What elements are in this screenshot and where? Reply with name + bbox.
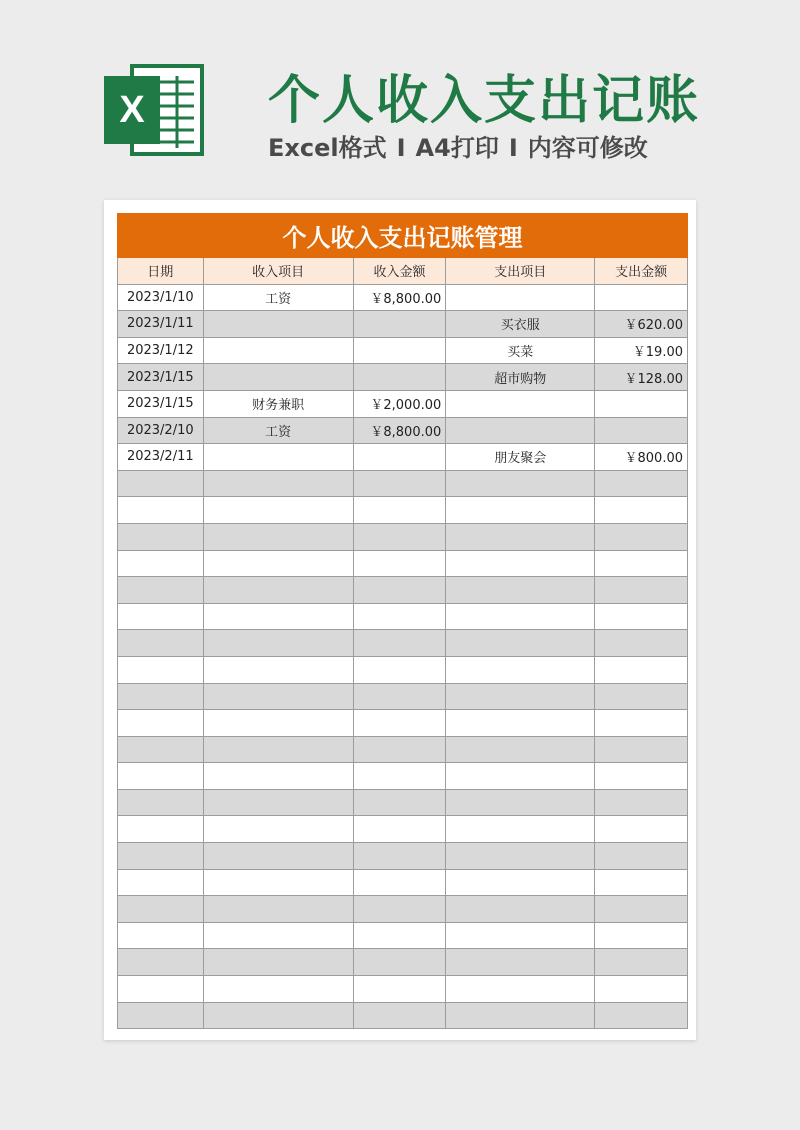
date-cell[interactable] xyxy=(118,683,204,710)
subtitle-format: Excel格式 xyxy=(268,134,387,162)
expense-item-cell[interactable] xyxy=(446,577,595,604)
expense-item-cell[interactable] xyxy=(446,922,595,949)
table-row xyxy=(118,896,688,923)
income-amount-cell[interactable] xyxy=(353,896,446,923)
table-row xyxy=(118,736,688,763)
expense-amount-cell[interactable] xyxy=(595,736,688,763)
date-cell[interactable]: 2023/2/10 xyxy=(118,417,204,444)
date-cell[interactable] xyxy=(118,1002,204,1029)
table-row xyxy=(118,656,688,683)
expense-amount-cell[interactable] xyxy=(595,789,688,816)
expense-item-cell[interactable] xyxy=(446,683,595,710)
income-amount-cell[interactable] xyxy=(353,763,446,790)
page-header xyxy=(0,0,800,190)
income-item-cell[interactable] xyxy=(203,603,353,630)
income-item-cell[interactable] xyxy=(203,470,353,497)
expense-item-cell[interactable] xyxy=(446,1002,595,1029)
income-amount-cell[interactable] xyxy=(353,523,446,550)
income-amount-cell[interactable] xyxy=(353,843,446,870)
expense-amount-cell[interactable] xyxy=(595,710,688,737)
expense-amount-cell[interactable] xyxy=(595,763,688,790)
date-cell[interactable] xyxy=(118,789,204,816)
table-row xyxy=(118,630,688,657)
subtitle-separator: I xyxy=(396,134,406,162)
page-title: 个人收入支出记账 xyxy=(268,71,701,131)
expense-item-cell[interactable] xyxy=(446,603,595,630)
page-subtitle xyxy=(268,128,648,163)
expense-amount-cell[interactable] xyxy=(595,869,688,896)
date-cell[interactable]: 2023/2/11 xyxy=(118,444,204,471)
expense-item-cell[interactable] xyxy=(446,789,595,816)
expense-item-cell[interactable] xyxy=(446,390,595,417)
income-amount-cell[interactable] xyxy=(353,683,446,710)
table-row xyxy=(118,710,688,737)
table-row xyxy=(118,763,688,790)
income-amount-cell[interactable] xyxy=(353,311,446,338)
expense-amount-cell[interactable] xyxy=(595,390,688,417)
date-cell[interactable] xyxy=(118,497,204,524)
income-item-cell[interactable] xyxy=(203,523,353,550)
income-item-cell[interactable]: 工资 xyxy=(203,417,353,444)
expense-amount-cell[interactable] xyxy=(595,976,688,1003)
income-amount-cell[interactable] xyxy=(353,710,446,737)
income-item-cell[interactable] xyxy=(203,763,353,790)
expense-item-cell[interactable] xyxy=(446,523,595,550)
date-cell[interactable] xyxy=(118,523,204,550)
expense-amount-cell[interactable]: ￥800.00 xyxy=(595,444,688,471)
column-header-income-item[interactable]: 收入项目 xyxy=(203,258,353,285)
table-row xyxy=(118,470,688,497)
date-cell[interactable] xyxy=(118,763,204,790)
table-row xyxy=(118,550,688,577)
income-amount-cell[interactable] xyxy=(353,736,446,763)
expense-amount-cell[interactable] xyxy=(595,922,688,949)
date-cell[interactable] xyxy=(118,736,204,763)
income-item-cell[interactable] xyxy=(203,364,353,391)
expense-amount-cell[interactable] xyxy=(595,523,688,550)
table-row xyxy=(118,337,688,364)
expense-item-cell[interactable] xyxy=(446,417,595,444)
income-amount-cell[interactable] xyxy=(353,470,446,497)
income-item-cell[interactable] xyxy=(203,710,353,737)
table-row xyxy=(118,1002,688,1029)
table-row xyxy=(118,789,688,816)
date-cell[interactable] xyxy=(118,710,204,737)
income-item-cell[interactable] xyxy=(203,976,353,1003)
expense-amount-cell[interactable] xyxy=(595,470,688,497)
date-cell[interactable] xyxy=(118,896,204,923)
expense-amount-cell[interactable]: ￥19.00 xyxy=(595,337,688,364)
expense-amount-cell[interactable] xyxy=(595,683,688,710)
income-item-cell[interactable] xyxy=(203,337,353,364)
ledger-table xyxy=(117,213,688,1029)
expense-amount-cell[interactable] xyxy=(595,577,688,604)
income-item-cell[interactable] xyxy=(203,843,353,870)
income-item-cell[interactable] xyxy=(203,630,353,657)
income-amount-cell[interactable] xyxy=(353,816,446,843)
excel-logo-letter: X xyxy=(119,89,145,131)
income-amount-cell[interactable] xyxy=(353,869,446,896)
income-item-cell[interactable] xyxy=(203,736,353,763)
table-row xyxy=(118,523,688,550)
table-row xyxy=(118,843,688,870)
excel-icon xyxy=(102,60,206,160)
date-cell[interactable] xyxy=(118,949,204,976)
date-cell[interactable] xyxy=(118,843,204,870)
expense-item-cell[interactable] xyxy=(446,630,595,657)
date-cell[interactable] xyxy=(118,603,204,630)
expense-item-cell[interactable]: 买菜 xyxy=(446,337,595,364)
date-cell[interactable]: 2023/1/15 xyxy=(118,390,204,417)
table-row xyxy=(118,603,688,630)
income-item-cell[interactable] xyxy=(203,683,353,710)
subtitle-separator: I xyxy=(508,134,518,162)
expense-amount-cell[interactable] xyxy=(595,550,688,577)
income-amount-cell[interactable] xyxy=(353,976,446,1003)
income-amount-cell[interactable] xyxy=(353,789,446,816)
income-amount-cell[interactable] xyxy=(353,444,446,471)
date-cell[interactable] xyxy=(118,550,204,577)
income-amount-cell[interactable]: ￥2,000.00 xyxy=(353,390,446,417)
table-row xyxy=(118,976,688,1003)
date-cell[interactable] xyxy=(118,869,204,896)
expense-item-cell[interactable] xyxy=(446,656,595,683)
date-cell[interactable] xyxy=(118,922,204,949)
expense-amount-cell[interactable] xyxy=(595,497,688,524)
date-cell[interactable] xyxy=(118,577,204,604)
income-item-cell[interactable]: 工资 xyxy=(203,284,353,311)
table-row xyxy=(118,922,688,949)
expense-item-cell[interactable] xyxy=(446,816,595,843)
table-row xyxy=(118,390,688,417)
income-item-cell[interactable] xyxy=(203,922,353,949)
expense-amount-cell[interactable] xyxy=(595,843,688,870)
table-row xyxy=(118,949,688,976)
expense-item-cell[interactable] xyxy=(446,976,595,1003)
expense-amount-cell[interactable] xyxy=(595,816,688,843)
expense-item-cell[interactable] xyxy=(446,843,595,870)
table-row xyxy=(118,577,688,604)
income-amount-cell[interactable] xyxy=(353,656,446,683)
income-item-cell[interactable]: 财务兼职 xyxy=(203,390,353,417)
income-amount-cell[interactable] xyxy=(353,949,446,976)
expense-item-cell[interactable] xyxy=(446,550,595,577)
expense-item-cell[interactable] xyxy=(446,869,595,896)
table-row xyxy=(118,417,688,444)
column-header-expense-amount[interactable]: 支出金额 xyxy=(595,258,688,285)
income-amount-cell[interactable] xyxy=(353,603,446,630)
column-header-income-amount[interactable]: 收入金额 xyxy=(353,258,446,285)
income-amount-cell[interactable] xyxy=(353,550,446,577)
date-cell[interactable] xyxy=(118,630,204,657)
table-row xyxy=(118,683,688,710)
table-title[interactable]: 个人收入支出记账管理 xyxy=(118,214,688,258)
spreadsheet-sheet xyxy=(104,200,696,1040)
expense-amount-cell[interactable] xyxy=(595,1002,688,1029)
column-header-date[interactable]: 日期 xyxy=(118,258,204,285)
expense-amount-cell[interactable] xyxy=(595,896,688,923)
income-item-cell[interactable] xyxy=(203,949,353,976)
date-cell[interactable] xyxy=(118,470,204,497)
income-amount-cell[interactable] xyxy=(353,1002,446,1029)
date-cell[interactable] xyxy=(118,656,204,683)
income-item-cell[interactable] xyxy=(203,816,353,843)
expense-amount-cell[interactable] xyxy=(595,603,688,630)
income-amount-cell[interactable] xyxy=(353,497,446,524)
table-header-row xyxy=(118,258,688,285)
table-row xyxy=(118,497,688,524)
date-cell[interactable]: 2023/1/10 xyxy=(118,284,204,311)
income-item-cell[interactable] xyxy=(203,497,353,524)
table-body xyxy=(118,284,688,1029)
expense-amount-cell[interactable] xyxy=(595,284,688,311)
income-item-cell[interactable] xyxy=(203,896,353,923)
expense-item-cell[interactable]: 买衣服 xyxy=(446,311,595,338)
income-amount-cell[interactable] xyxy=(353,922,446,949)
expense-item-cell[interactable]: 朋友聚会 xyxy=(446,444,595,471)
income-item-cell[interactable] xyxy=(203,577,353,604)
date-cell[interactable]: 2023/1/12 xyxy=(118,337,204,364)
income-item-cell[interactable] xyxy=(203,550,353,577)
income-amount-cell[interactable] xyxy=(353,337,446,364)
income-item-cell[interactable] xyxy=(203,869,353,896)
table-row xyxy=(118,311,688,338)
expense-item-cell[interactable] xyxy=(446,736,595,763)
date-cell[interactable] xyxy=(118,816,204,843)
table-row xyxy=(118,444,688,471)
column-header-expense-item[interactable]: 支出项目 xyxy=(446,258,595,285)
income-amount-cell[interactable] xyxy=(353,364,446,391)
income-item-cell[interactable] xyxy=(203,656,353,683)
expense-item-cell[interactable] xyxy=(446,763,595,790)
income-item-cell[interactable] xyxy=(203,789,353,816)
expense-amount-cell[interactable] xyxy=(595,656,688,683)
table-row xyxy=(118,284,688,311)
table-title-row xyxy=(118,214,688,258)
income-item-cell[interactable] xyxy=(203,311,353,338)
date-cell[interactable]: 2023/1/15 xyxy=(118,364,204,391)
expense-item-cell[interactable] xyxy=(446,284,595,311)
date-cell[interactable]: 2023/1/11 xyxy=(118,311,204,338)
expense-amount-cell[interactable] xyxy=(595,949,688,976)
income-item-cell[interactable] xyxy=(203,1002,353,1029)
subtitle-editable: 内容可修改 xyxy=(527,134,648,162)
table-row xyxy=(118,869,688,896)
expense-item-cell[interactable] xyxy=(446,497,595,524)
expense-item-cell[interactable] xyxy=(446,470,595,497)
date-cell[interactable] xyxy=(118,976,204,1003)
expense-amount-cell[interactable] xyxy=(595,417,688,444)
expense-item-cell[interactable]: 超市购物 xyxy=(446,364,595,391)
expense-item-cell[interactable] xyxy=(446,949,595,976)
expense-amount-cell[interactable]: ￥620.00 xyxy=(595,311,688,338)
income-item-cell[interactable] xyxy=(203,444,353,471)
income-amount-cell[interactable] xyxy=(353,577,446,604)
income-amount-cell[interactable] xyxy=(353,630,446,657)
expense-item-cell[interactable] xyxy=(446,896,595,923)
expense-amount-cell[interactable]: ￥128.00 xyxy=(595,364,688,391)
income-amount-cell[interactable]: ￥8,800.00 xyxy=(353,417,446,444)
income-amount-cell[interactable]: ￥8,800.00 xyxy=(353,284,446,311)
table-row xyxy=(118,364,688,391)
expense-item-cell[interactable] xyxy=(446,710,595,737)
subtitle-print: A4打印 xyxy=(415,134,499,162)
expense-amount-cell[interactable] xyxy=(595,630,688,657)
table-row xyxy=(118,816,688,843)
